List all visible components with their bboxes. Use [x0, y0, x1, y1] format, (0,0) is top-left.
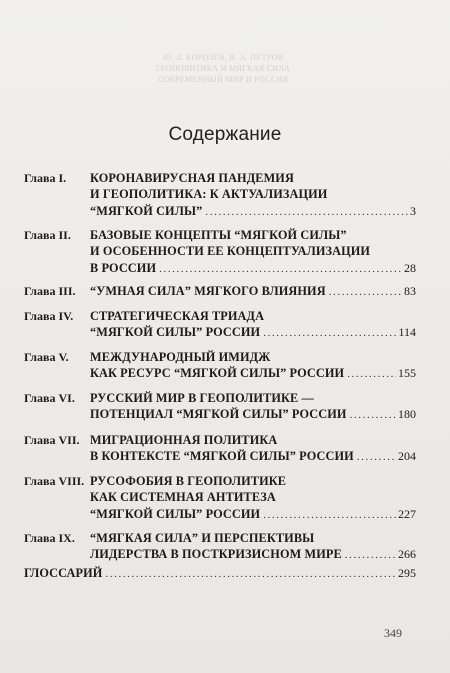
chapter-title-line: КОРОНАВИРУСНАЯ ПАНДЕМИЯ — [90, 171, 294, 185]
bleed-through-text — [148, 52, 298, 85]
chapter-title-line: БАЗОВЫЕ КОНЦЕПТЫ “МЯГКОЙ СИЛЫ” — [90, 228, 347, 242]
chapter-label: Глава III. — [24, 284, 76, 298]
bleed-line: ГЕОПОЛИТИКА И МЯГКАЯ СИЛА — [155, 64, 291, 73]
chapter-title-line: ЛИДЕРСТВА В ПОСТКРИЗИСНОМ МИРЕ — [90, 547, 342, 562]
chapter-label: Глава VIII. — [24, 474, 85, 488]
dot-leader — [105, 566, 396, 582]
page-number: 3 — [410, 203, 416, 218]
chapter-title-line: РУССКИЙ МИР В ГЕОПОЛИТИКЕ — — [90, 391, 314, 405]
toc-entry-chapter-4[interactable] — [24, 308, 416, 341]
page-number: 114 — [398, 325, 416, 340]
dot-leader — [263, 325, 396, 341]
page-number: 180 — [398, 407, 416, 422]
chapter-title-line: В КОНТЕКСТЕ “МЯГКОЙ СИЛЫ” РОССИИ — [90, 449, 354, 464]
chapter-label: Глава II. — [24, 228, 71, 242]
chapter-label: Глава V. — [24, 350, 69, 364]
toc-entry-glossary[interactable] — [24, 565, 416, 581]
toc-entry-chapter-6[interactable] — [24, 390, 416, 423]
chapter-title-line: КАК РЕСУРС “МЯГКОЙ СИЛЫ” РОССИИ — [90, 366, 345, 381]
page-title: Содержание — [168, 124, 282, 145]
chapter-title-line: РУСОФОБИЯ В ГЕОПОЛИТИКЕ — [90, 474, 287, 488]
chapter-title-line: “МЯГКАЯ СИЛА” И ПЕРСПЕКТИВЫ — [90, 531, 315, 545]
dot-leader — [347, 366, 396, 382]
page-number: 266 — [398, 547, 416, 562]
chapter-title-line: “МЯГКОЙ СИЛЫ” — [90, 203, 203, 218]
page-number: 83 — [404, 284, 416, 298]
toc-entry-chapter-7[interactable] — [24, 432, 416, 465]
dot-leader — [357, 449, 396, 465]
chapter-label: Глава IX. — [24, 531, 75, 545]
dot-leader — [329, 284, 402, 300]
toc-entry-chapter-5[interactable] — [24, 349, 416, 382]
chapter-title-line: МИГРАЦИОННАЯ ПОЛИТИКА — [90, 433, 278, 447]
toc-entry-chapter-1[interactable] — [24, 170, 416, 219]
folio-page-number: 349 — [384, 626, 402, 640]
chapter-label: Глава IV. — [24, 309, 74, 323]
dot-leader — [345, 547, 396, 563]
toc-entry-chapter-3[interactable] — [24, 283, 416, 299]
toc-entry-chapter-8[interactable] — [24, 473, 416, 522]
chapter-title-line: В РОССИИ — [90, 260, 157, 275]
chapter-title-line: И ОСОБЕННОСТИ ЕЕ КОНЦЕПТУАЛИЗАЦИИ — [90, 244, 371, 259]
chapter-title-line: “МЯГКОЙ СИЛЫ” РОССИИ — [90, 506, 261, 521]
chapter-label: Глава VII. — [24, 433, 80, 447]
toc-entry-chapter-9[interactable] — [24, 530, 416, 563]
chapter-title-line: ПОТЕНЦИАЛ “МЯГКОЙ СИЛЫ” РОССИИ — [90, 407, 347, 422]
bleed-line: Ю. Л. КОРОЛЕВ, В. А. ПЕТРОВ — [162, 53, 284, 62]
chapter-title-line: КАК СИСТЕМНАЯ АНТИТЕЗА — [90, 490, 276, 505]
chapter-label: Глава VI. — [24, 391, 75, 405]
toc-entry-chapter-2[interactable] — [24, 227, 416, 276]
bleed-line: СОВРЕМЕННЫЙ МИР И РОССИЯ — [157, 75, 289, 84]
page-number: 295 — [398, 566, 416, 580]
page-number: 28 — [404, 260, 416, 275]
chapter-title-line: И ГЕОПОЛИТИКА: К АКТУАЛИЗАЦИИ — [90, 187, 328, 202]
chapter-title-line: СТРАТЕГИЧЕСКАЯ ТРИАДА — [90, 309, 265, 323]
page-number: 155 — [398, 366, 416, 381]
chapter-title-line: “МЯГКОЙ СИЛЫ” РОССИИ — [90, 325, 261, 340]
dot-leader — [350, 407, 396, 423]
chapter-title-line: МЕЖДУНАРОДНЫЙ ИМИДЖ — [90, 350, 271, 364]
page-number: 204 — [398, 449, 416, 464]
chapter-title-line: “УМНАЯ СИЛА” МЯГКОГО ВЛИЯНИЯ — [90, 284, 326, 298]
dot-leader — [159, 261, 402, 277]
page-number: 227 — [398, 506, 416, 521]
chapter-label: Глава I. — [24, 171, 67, 185]
dot-leader — [205, 204, 408, 220]
glossary-label: ГЛОССАРИЙ — [24, 566, 103, 580]
dot-leader — [263, 507, 396, 523]
